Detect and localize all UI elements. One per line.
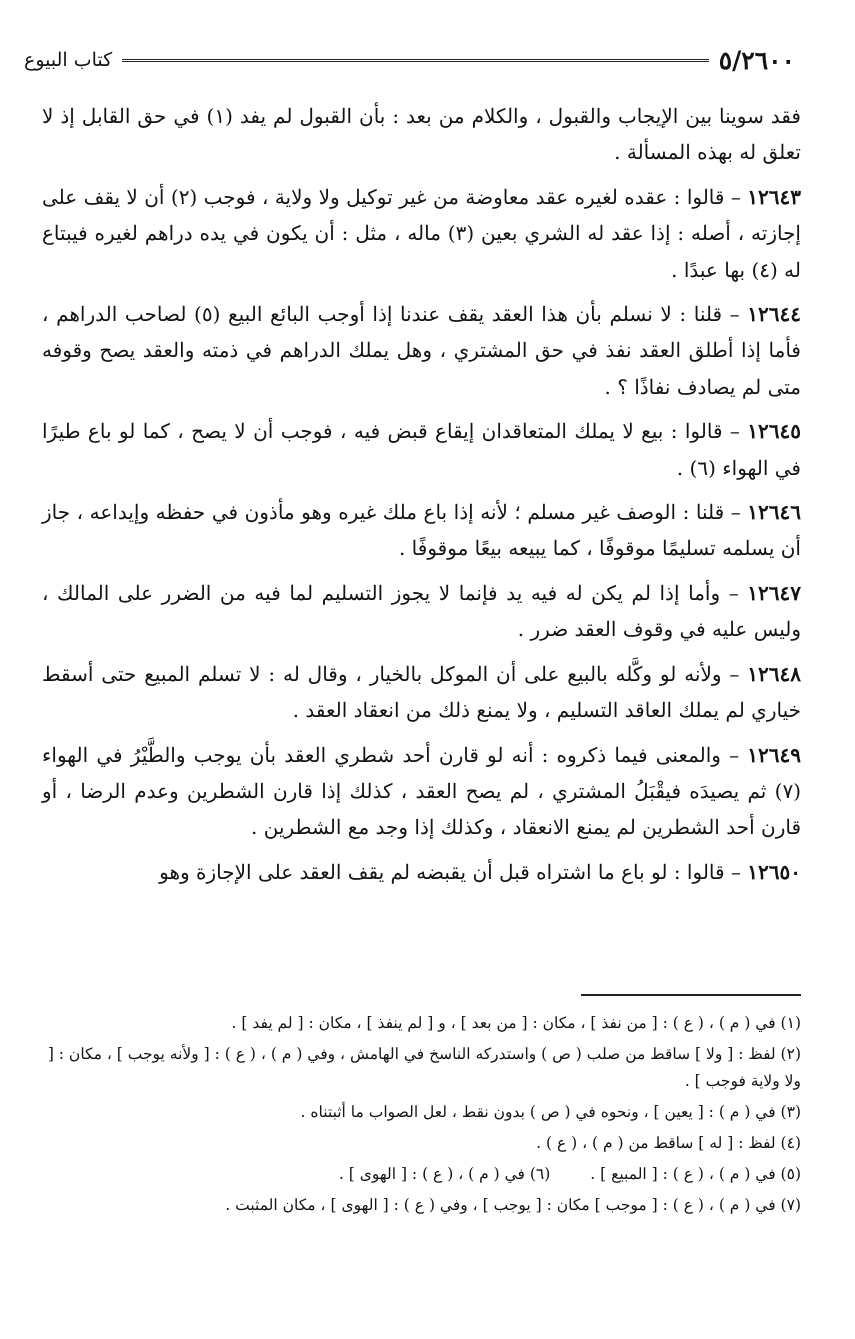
- paragraph-text: – قالوا : عقده لغيره عقد معاوضة من غير توكيل ولا ولاية ، فوجب (٢) أن لا يقف على إجازته ، أصله : إذا عقد له الشري بعين (٣) ماله ، مثل : أن يكون في يده دراهم لغيره فيبتاع له (٤) بها عبدًا .: [42, 184, 801, 282]
- paragraph-number: ١٢٦٤٨: [747, 661, 801, 686]
- paragraph-text: – قالوا : لو باع ما اشتراه قبل أن يقبضه لم يقف العقد على الإجازة وهو: [159, 859, 748, 884]
- paragraph-number: ١٢٦٤٥: [747, 419, 801, 444]
- page-header: [24, 42, 795, 78]
- paragraph-text: – قالوا : بيع لا يملك المتعاقدان إيقاع قبض فيه ، فوجب أن لا يصح ، كما لو باع طيرًا في الهواء (٦) .: [42, 419, 801, 480]
- footnote: (٢) لفظ : [ ولا ] ساقط من صلب ( ص ) واستدركه الناسخ في الهامش ، وفي ( م ) ، ( ع ) : [ ولأنه يوجب ] ، مكان : [ ولا ولاية فوجب ] .: [47, 1045, 801, 1090]
- page-number: ٥/٢٦٠٠: [718, 45, 795, 75]
- footnote: (٦) في ( م ) ، ( ع ) : [ الهوى ] .: [338, 1165, 551, 1183]
- paragraph-number: ١٢٦٤٣: [747, 184, 801, 209]
- footnotes: [42, 1010, 801, 1223]
- paragraph: [42, 296, 801, 405]
- footnote: (٤) لفظ : [ له ] ساقط من ( م ) ، ( ع ) .: [536, 1134, 801, 1152]
- paragraph: [42, 413, 801, 486]
- paragraph-number: ١٢٦٤٦: [747, 500, 801, 525]
- paragraph-number: ١٢٦٤٤: [747, 302, 801, 327]
- paragraph: [42, 737, 801, 846]
- paragraph: [42, 494, 801, 567]
- book-title: كتاب البيوع: [24, 49, 113, 71]
- paragraph: [42, 98, 801, 171]
- footnote: (٧) في ( م ) ، ( ع ) : [ موجب ] مكان : [ يوجب ] ، وفي ( ع ) : [ الهوى ] ، مكان المثبت .: [225, 1196, 801, 1214]
- footnote: (٣) في ( م ) : [ يعين ] ، ونحوه في ( ص ) بدون نقط ، لعل الصواب ما أثبتناه .: [300, 1103, 801, 1121]
- paragraph-number: ١٢٦٤٧: [747, 580, 801, 605]
- paragraph-number: ١٢٦٤٩: [747, 742, 801, 767]
- paragraph-text: فقد سوينا بين الإيجاب والقبول ، والكلام من بعد : بأن القبول لم يفد (١) في حق القابل إذ لا تعلق له بهذه المسألة .: [42, 104, 801, 165]
- paragraph-number: ١٢٦٥٠: [747, 859, 801, 884]
- header-rule: [122, 59, 709, 62]
- paragraph-text: – قلنا : لا نسلم بأن هذا العقد يقف عندنا إذا أوجب البائع البيع (٥) لصاحب الدراهم ، فأما إذا أطلق العقد نفذ في حق المشتري ، وهل يملك الدراهم في ذمته والعقد يصح وقوفه متى لم يصادف نفاذًا ؟ .: [42, 302, 801, 399]
- paragraph-text: – والمعنى فيما ذكروه : أنه لو قارن أحد شطري العقد بأن يوجب والطَّيْرُ في الهواء (٧) ثم يصيدَه فيقْبَلُ المشتري ، لم يصح العقد ، كذلك إذا قارن الشطرين وعدم الرضا ، أو قارن أحد الشطرين لم يمنع الانعقاد ، وكذلك إذا وجد مع الشطرين .: [42, 742, 801, 840]
- paragraph: [42, 656, 801, 729]
- main-text: [42, 98, 801, 898]
- paragraph-text: – قلنا : الوصف غير مسلم ؛ لأنه إذا باع ملك غيره وهو مأذون في حفظه وإيداعه ، جاز أن يسلمه تسليمًا موقوفًا ، كما يبيعه بيعًا موقوفًا .: [42, 500, 801, 561]
- paragraph-text: – وأما إذا لم يكن له فيه يد فإنما لا يجوز التسليم لما فيه من الضرر على المالك ، وليس عليه في وقوف العقد ضرر .: [42, 580, 801, 642]
- footnote: (٥) في ( م ) ، ( ع ) : [ المبيع ] .: [590, 1165, 801, 1183]
- paragraph: [42, 854, 801, 890]
- footnote: (١) في ( م ) ، ( ع ) : [ من نفذ ] ، مكان : [ من بعد ] ، و [ لم ينفذ ] ، مكان : [ لم يفد ] .: [231, 1014, 801, 1032]
- paragraph: [42, 179, 801, 288]
- footnote-row: [42, 1161, 801, 1188]
- paragraph-text: – ولأنه لو وكَّله بالبيع على أن الموكل بالخيار ، وقال له : لا تسلم المبيع حتى أسقط خياري لم يملك العاقد التسليم ، ولا يمنع ذلك من انعقاد العقد .: [42, 661, 801, 723]
- paragraph: [42, 575, 801, 648]
- footnote-divider: [581, 994, 801, 996]
